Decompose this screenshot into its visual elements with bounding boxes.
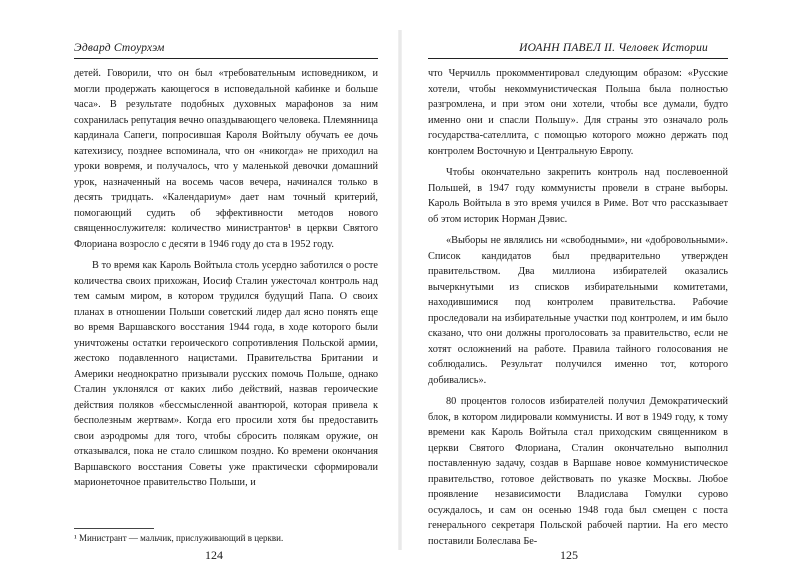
right-text-column	[428, 66, 728, 549]
left-page-number: 124	[205, 548, 223, 562]
left-running-head: Эдвард Стоурхэм	[74, 42, 165, 54]
right-paragraph-2: Чтобы окончательно закрепить контроль над послевоенной Польшей, в 1947 году коммунисты провели в стране выборы. Кароль Войтыла в это время учился в Риме. Вот что рассказывает об этом историк Норман Дэвис.	[428, 167, 728, 225]
footnote-rule	[74, 528, 154, 529]
left-text-column	[74, 66, 378, 491]
right-page-number: 125	[560, 548, 578, 562]
left-paragraph-1: детей. Говорили, что он был «требовательным исповедником, и могли продержать кающегося в исповедальной кабинке и больше часа». В результате подобных духовных марафонов за ним сохранилась репутация вечно опаздывающего человека. Племянница кардинала Сапеги, попросившая Кароля Войтылу обучать ее дочь катехизису, позднее вспоминала, что он «никогда» не приходил на уроки вовремя, и получалось, что у маленькой девочки домашний урок, назначенный на восемь часов вечера, начинался только в десять тридцать. «Календариум» дает нам точный критерий, помогающий судить об эффективности методов нового священнослужителя: количество министрантов¹ в церкви Святого Флориана возросло с десяти в 1946 году до ста в 1952 году.	[74, 68, 378, 250]
footnote: ¹ Министрант — мальчик, прислуживающий в церкви.	[74, 533, 284, 543]
right-paragraph-4: 80 процентов голосов избирателей получил Демократический блок, в котором лидировали коммунисты. И вот в 1949 году, к тому времени как Кароль Войтыла стал приходским священником в церкви Святого Флориана, Сталин окончательно выполнил поставленную задачу, создав в Варшаве новое коммунистическое правительство, готовое действовать по указке Москвы. Любое проявление независимости Владислава Гомулки сурово осуждалось, и сам он осенью 1948 года был смещен с поста генерального секретаря Польской рабочей партии. На его место поставили Болеслава Бе-	[428, 396, 728, 547]
right-page	[400, 0, 800, 565]
left-header-rule	[74, 58, 378, 59]
right-header-rule	[428, 58, 728, 59]
right-paragraph-3: «Выборы не являлись ни «свободными», ни «добровольными». Список кандидатов был предварительно утвержден правительством. Два миллиона избирателей оказались вычеркнутыми из списков избирательными комитетами, находившимися под контролем правительства. Рабочие проследовали на избирательные участки под контролем, и им было сказано, что они должны проголосовать за правительство, если не хотят осложнений на работе. Правила тайного голосования не соблюдались. Результат получился именно тот, которого добивались».	[428, 235, 728, 386]
left-paragraph-2: В то время как Кароль Войтыла столь усердно заботился о росте количества своих прихожан, Иосиф Сталин ужесточал контроль над тем самым миром, в котором трудился будущий Папа. О своих планах в отношении Польши советский лидер дал ясно понять еще во время Варшавского восстания 1944 года, в ходе которого были уничтожены остатки героического сопротивления Польской армии, жестоко подавленного нацистами. Правительства Британии и Америки неоднократно призывали русских помочь Польше, однако Сталин уклонялся от каких либо действий, назвав героические действия поляков «бессмысленной авантюрой, которая привела к бесполезным жертвам». Когда его просили хотя бы предоставить свои аэродромы для того, чтобы сбросить полякам оружие, он отказывался, пока не стало слишком поздно. Ко времени окончания Варшавского восстания Советы уже практически сформировали марионеточное правительство Польши, и	[74, 260, 378, 488]
right-running-head: ИОАНН ПАВЕЛ II. Человек Истории	[519, 42, 708, 54]
right-paragraph-1: что Черчилль прокомментировал следующим образом: «Русские хотели, чтобы некоммунистическая Польша была полностью разгромлена, и при этом они хотели, чтобы все думали, будто именно они и спасли Польшу». Для страны это означало роль государства-сателлита, с помощью которого можно держать под контролем Восточную и Центральную Европу.	[428, 68, 728, 157]
